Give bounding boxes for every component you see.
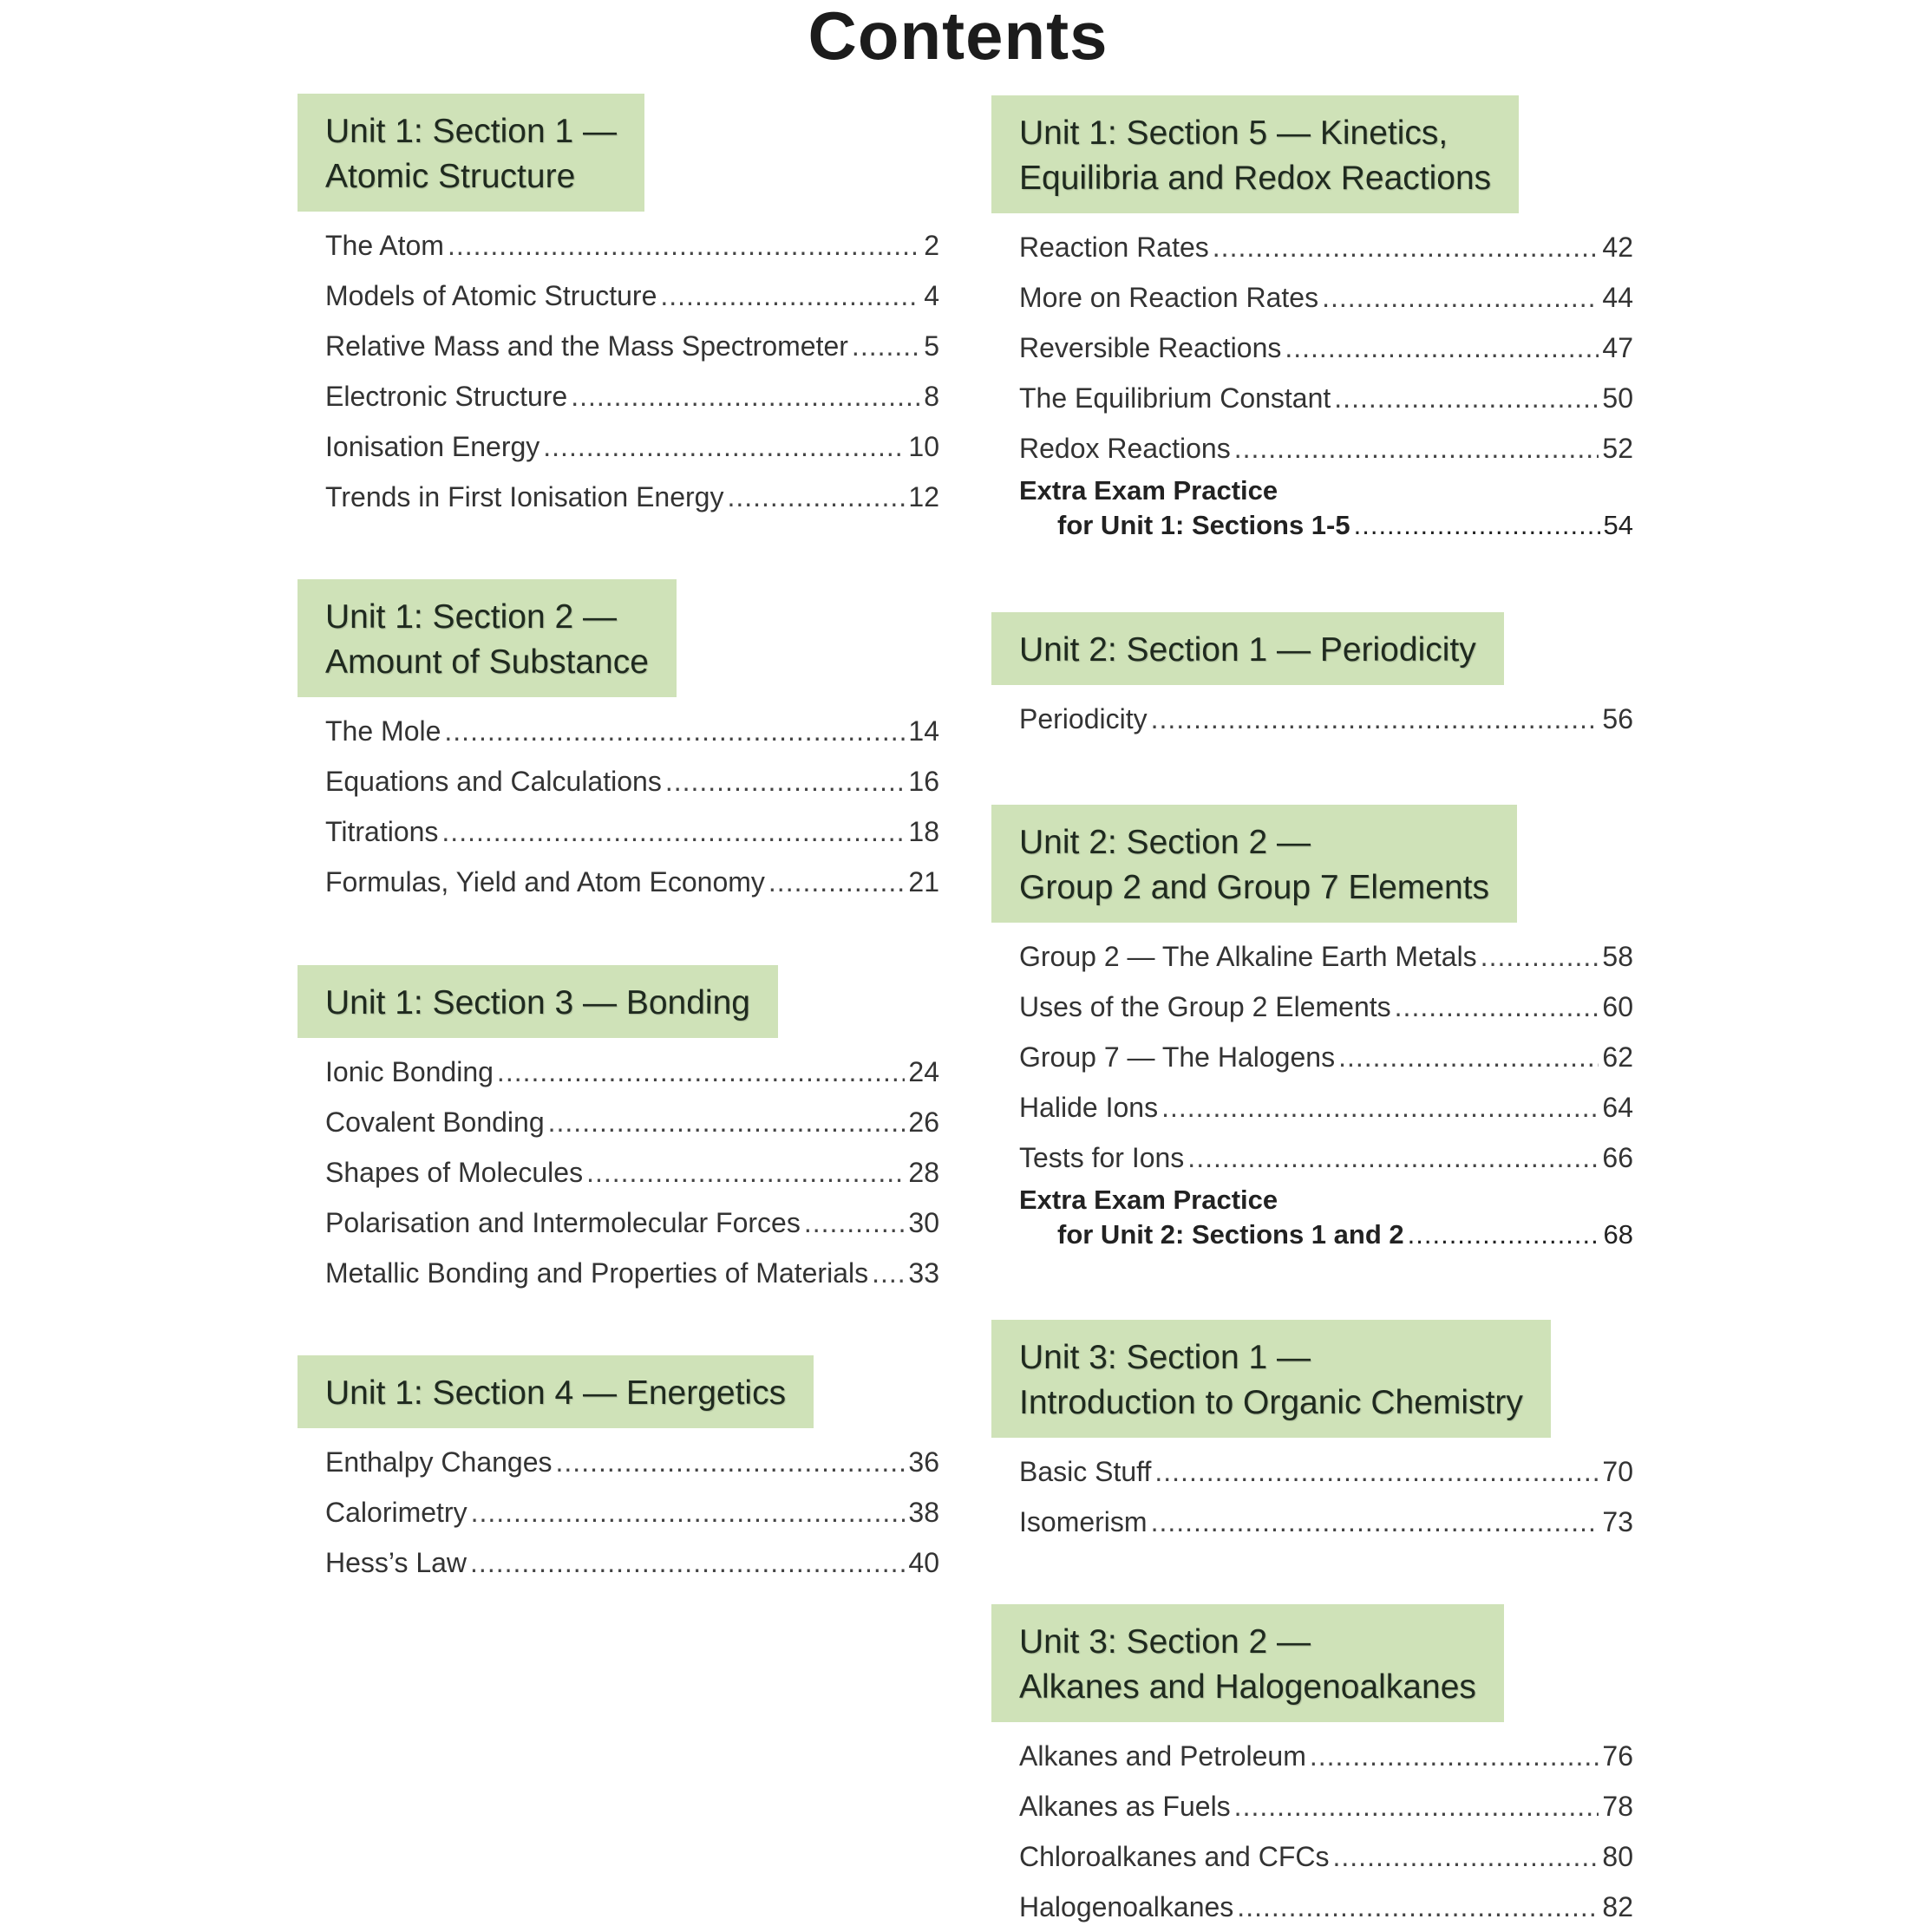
toc-entry <box>1019 323 1633 373</box>
toc-entry <box>1019 373 1633 423</box>
toc-entry-page-number: 10 <box>908 431 939 462</box>
section-header-line: Alkanes and Halogenoalkanes <box>1019 1668 1476 1706</box>
dot-leader <box>1481 931 1599 982</box>
dot-leader <box>548 1097 906 1147</box>
toc-entry-page-number: 21 <box>908 866 939 897</box>
toc-entry-title: Reaction Rates <box>1019 232 1209 263</box>
toc-entry-title: Trends in First Ionisation Energy <box>325 481 724 512</box>
toc-entry-title: Ionisation Energy <box>325 431 540 462</box>
toc-entry <box>1019 1032 1633 1082</box>
dot-leader <box>444 706 905 756</box>
dot-leader <box>1333 1831 1599 1882</box>
dot-leader <box>1213 222 1599 272</box>
toc-entry <box>325 371 939 421</box>
toc-entry-page-number: 12 <box>908 481 939 512</box>
toc-entry-title: Tests for Ions <box>1019 1142 1185 1173</box>
section-header <box>298 94 644 212</box>
section-header-line: Equilibria and Redox Reactions <box>1019 160 1492 197</box>
dot-leader <box>471 1487 906 1537</box>
toc-entry <box>325 1047 939 1097</box>
toc-entry-list <box>991 1446 1633 1547</box>
toc-entry-page-number: 40 <box>908 1547 939 1578</box>
toc-entry <box>325 1147 939 1198</box>
toc-entry <box>1019 1132 1633 1183</box>
toc-entry-title: Models of Atomic Structure <box>325 280 657 311</box>
toc-entry-list <box>298 706 939 907</box>
toc-entry-page-number: 16 <box>908 766 939 797</box>
toc-entry-page-number: 26 <box>908 1106 939 1138</box>
toc-entry <box>325 1097 939 1147</box>
toc-entry <box>1019 982 1633 1032</box>
toc-entry-title: Group 2 — The Alkaline Earth Metals <box>1019 941 1477 972</box>
toc-entry <box>1019 1831 1633 1882</box>
section-unit1-section5 <box>991 95 1633 543</box>
toc-entry <box>1019 222 1633 272</box>
dot-leader <box>1161 1082 1599 1132</box>
toc-entry-title: Calorimetry <box>325 1497 468 1528</box>
toc-entry-page-number: 56 <box>1602 703 1633 734</box>
dot-leader <box>1310 1731 1599 1781</box>
dot-leader <box>571 371 920 421</box>
toc-entry-title: Polarisation and Intermolecular Forces <box>325 1207 801 1238</box>
toc-entry <box>1019 272 1633 323</box>
toc-entry-page-number: 42 <box>1602 232 1633 263</box>
extra-exam-practice-entry <box>1019 1183 1633 1252</box>
section-header <box>991 1320 1551 1438</box>
dot-leader <box>1322 272 1599 323</box>
dot-leader <box>1151 694 1599 744</box>
toc-entry-page-number: 36 <box>908 1446 939 1478</box>
toc-entry-title: Alkanes and Petroleum <box>1019 1740 1306 1772</box>
toc-entry-page-number: 58 <box>1602 941 1633 972</box>
toc-entry-title: Isomerism <box>1019 1506 1148 1537</box>
toc-entry <box>325 321 939 371</box>
toc-entry <box>1019 694 1633 744</box>
section-unit2-section1 <box>991 612 1633 744</box>
section-header <box>991 95 1519 213</box>
dot-leader <box>448 220 920 271</box>
toc-entry-page-number: 54 <box>1603 510 1633 540</box>
toc-entry-list <box>991 1731 1633 1932</box>
toc-entry-title: Metallic Bonding and Properties of Materials <box>325 1257 869 1289</box>
dot-leader <box>1395 982 1599 1032</box>
toc-entry-list <box>991 222 1633 473</box>
toc-entry-title: Chloroalkanes and CFCs <box>1019 1841 1330 1872</box>
toc-entry-page-number: 52 <box>1602 433 1633 464</box>
toc-entry-page-number: 73 <box>1602 1506 1633 1537</box>
toc-entry <box>325 706 939 756</box>
section-header <box>991 805 1517 923</box>
section-header-line: Amount of Substance <box>325 643 649 681</box>
toc-entry <box>325 756 939 806</box>
toc-entry-page-number: 60 <box>1602 991 1633 1022</box>
section-header-line: Unit 1: Section 3 — Bonding <box>325 984 750 1021</box>
dot-leader <box>1334 373 1599 423</box>
section-header <box>991 1604 1504 1722</box>
dot-leader <box>543 421 905 472</box>
toc-entry <box>325 857 939 907</box>
dot-leader <box>1154 1446 1599 1497</box>
toc-entry-page-number: 80 <box>1602 1841 1633 1872</box>
section-header-line: Unit 3: Section 1 — <box>1019 1339 1311 1376</box>
section-header-line: Unit 3: Section 2 — <box>1019 1623 1311 1661</box>
toc-entry-title: Covalent Bonding <box>325 1106 545 1138</box>
toc-entry <box>1019 1082 1633 1132</box>
toc-entry-title: Redox Reactions <box>1019 433 1231 464</box>
toc-entry-title: More on Reaction Rates <box>1019 282 1319 313</box>
toc-entry-title: Ionic Bonding <box>325 1056 494 1087</box>
toc-entry-page-number: 47 <box>1602 332 1633 363</box>
section-header-line: Unit 1: Section 1 — <box>325 113 617 150</box>
toc-entry-page-number: 62 <box>1602 1041 1633 1073</box>
toc-entry-title: Equations and Calculations <box>325 766 662 797</box>
dot-leader <box>556 1437 906 1487</box>
toc-entry <box>325 1537 939 1588</box>
toc-entry-page-number: 28 <box>908 1157 939 1188</box>
dot-leader <box>1237 1882 1599 1932</box>
toc-entry-page-number: 8 <box>924 381 939 412</box>
section-unit3-section2 <box>991 1604 1633 1932</box>
toc-entry-page-number: 68 <box>1603 1219 1633 1250</box>
toc-entry-title: Formulas, Yield and Atom Economy <box>325 866 765 897</box>
toc-entry-page-number: 2 <box>924 230 939 261</box>
toc-entry <box>1019 1446 1633 1497</box>
toc-entry-title: Basic Stuff <box>1019 1456 1152 1487</box>
toc-entry-page-number: 24 <box>908 1056 939 1087</box>
section-header <box>298 579 677 697</box>
dot-leader <box>852 321 920 371</box>
dot-leader <box>497 1047 905 1097</box>
toc-entry-title: Periodicity <box>1019 703 1148 734</box>
dot-leader <box>1151 1497 1599 1547</box>
toc-entry-page-number: 76 <box>1602 1740 1633 1772</box>
dot-leader <box>660 271 920 321</box>
toc-entry-page-number: 82 <box>1602 1891 1633 1922</box>
toc-entry <box>1019 1497 1633 1547</box>
toc-entry-list <box>298 1047 939 1298</box>
toc-entry <box>325 1437 939 1487</box>
toc-entry-page-number: 78 <box>1602 1791 1633 1822</box>
extra-exam-practice-entry <box>1019 473 1633 543</box>
toc-entry <box>1019 1781 1633 1831</box>
toc-entry <box>1019 1731 1633 1781</box>
toc-entry-page-number: 5 <box>924 330 939 362</box>
section-header <box>298 1355 814 1428</box>
dot-leader <box>1408 1217 1600 1252</box>
section-header-line: Atomic Structure <box>325 158 576 195</box>
section-header-line: Introduction to Organic Chemistry <box>1019 1384 1523 1421</box>
toc-entry-page-number: 4 <box>924 280 939 311</box>
toc-entry <box>325 806 939 857</box>
toc-entry-page-number: 38 <box>908 1497 939 1528</box>
section-header-line: Unit 1: Section 2 — <box>325 598 617 636</box>
toc-entry <box>1019 423 1633 473</box>
section-header <box>298 965 778 1038</box>
toc-entry-title: The Mole <box>325 715 441 747</box>
section-unit1-section2 <box>298 579 939 907</box>
toc-entry-title: Halide Ions <box>1019 1092 1159 1123</box>
dot-leader <box>1338 1032 1599 1082</box>
toc-entry-page-number: 50 <box>1602 382 1633 414</box>
dot-leader <box>441 806 905 857</box>
toc-entry-list <box>298 220 939 522</box>
section-header <box>991 612 1504 685</box>
toc-entry <box>325 421 939 472</box>
toc-entry <box>1019 1882 1633 1932</box>
toc-entry-title: Electronic Structure <box>325 381 568 412</box>
section-unit1-section4 <box>298 1355 939 1588</box>
toc-entry-page-number: 14 <box>908 715 939 747</box>
extra-practice-subtitle: for Unit 1: Sections 1-5 <box>1057 510 1350 540</box>
section-unit1-section1 <box>298 94 939 522</box>
dot-leader <box>804 1198 906 1248</box>
extra-practice-title: Extra Exam Practice <box>1019 475 1278 506</box>
dot-leader <box>727 472 905 522</box>
toc-entry-title: Halogenoalkanes <box>1019 1891 1234 1922</box>
toc-entry-list <box>991 694 1633 744</box>
toc-entry-page-number: 18 <box>908 816 939 847</box>
toc-entry <box>325 1487 939 1537</box>
toc-entry-list <box>298 1437 939 1588</box>
toc-entry <box>325 1198 939 1248</box>
toc-entry-title: Group 7 — The Halogens <box>1019 1041 1336 1073</box>
section-header-line: Unit 2: Section 2 — <box>1019 824 1311 861</box>
toc-entry-page-number: 66 <box>1602 1142 1633 1173</box>
toc-entry-page-number: 64 <box>1602 1092 1633 1123</box>
section-unit2-section2 <box>991 805 1633 1252</box>
toc-entry-page-number: 33 <box>908 1257 939 1289</box>
toc-entry <box>325 1248 939 1298</box>
toc-entry-title: Titrations <box>325 816 439 847</box>
dot-leader <box>1234 1781 1599 1831</box>
dot-leader <box>1187 1132 1599 1183</box>
toc-entry-page-number: 44 <box>1602 282 1633 313</box>
toc-entry-page-number: 30 <box>908 1207 939 1238</box>
dot-leader <box>768 857 906 907</box>
toc-entry <box>325 220 939 271</box>
toc-entry-title: Hess’s Law <box>325 1547 468 1578</box>
toc-entry-title: Enthalpy Changes <box>325 1446 553 1478</box>
toc-entry <box>325 271 939 321</box>
toc-entry <box>1019 931 1633 982</box>
section-header-line: Group 2 and Group 7 Elements <box>1019 869 1489 906</box>
extra-practice-title: Extra Exam Practice <box>1019 1185 1278 1215</box>
toc-entry-list <box>991 931 1633 1183</box>
dot-leader <box>1285 323 1599 373</box>
toc-entry-title: Relative Mass and the Mass Spectrometer <box>325 330 848 362</box>
toc-entry-title: Reversible Reactions <box>1019 332 1282 363</box>
toc-entry-title: Alkanes as Fuels <box>1019 1791 1231 1822</box>
dot-leader <box>872 1248 905 1298</box>
toc-entry-page-number: 70 <box>1602 1456 1633 1487</box>
toc-entry-title: Uses of the Group 2 Elements <box>1019 991 1391 1022</box>
dot-leader <box>470 1537 905 1588</box>
section-header-line: Unit 1: Section 5 — Kinetics, <box>1019 114 1448 152</box>
extra-practice-subtitle: for Unit 2: Sections 1 and 2 <box>1057 1219 1404 1250</box>
dot-leader <box>665 756 906 806</box>
section-header-line: Unit 1: Section 4 — Energetics <box>325 1374 787 1412</box>
toc-entry-title: The Equilibrium Constant <box>1019 382 1331 414</box>
toc-entry-title: The Atom <box>325 230 444 261</box>
dot-leader <box>586 1147 905 1198</box>
dot-leader <box>1234 423 1599 473</box>
page-title: Contents <box>808 0 1108 74</box>
toc-entry-title: Shapes of Molecules <box>325 1157 584 1188</box>
section-unit3-section1 <box>991 1320 1633 1547</box>
toc-entry <box>325 472 939 522</box>
section-header-line: Unit 2: Section 1 — Periodicity <box>1019 631 1476 669</box>
section-unit1-section3 <box>298 965 939 1298</box>
dot-leader <box>1354 508 1600 543</box>
